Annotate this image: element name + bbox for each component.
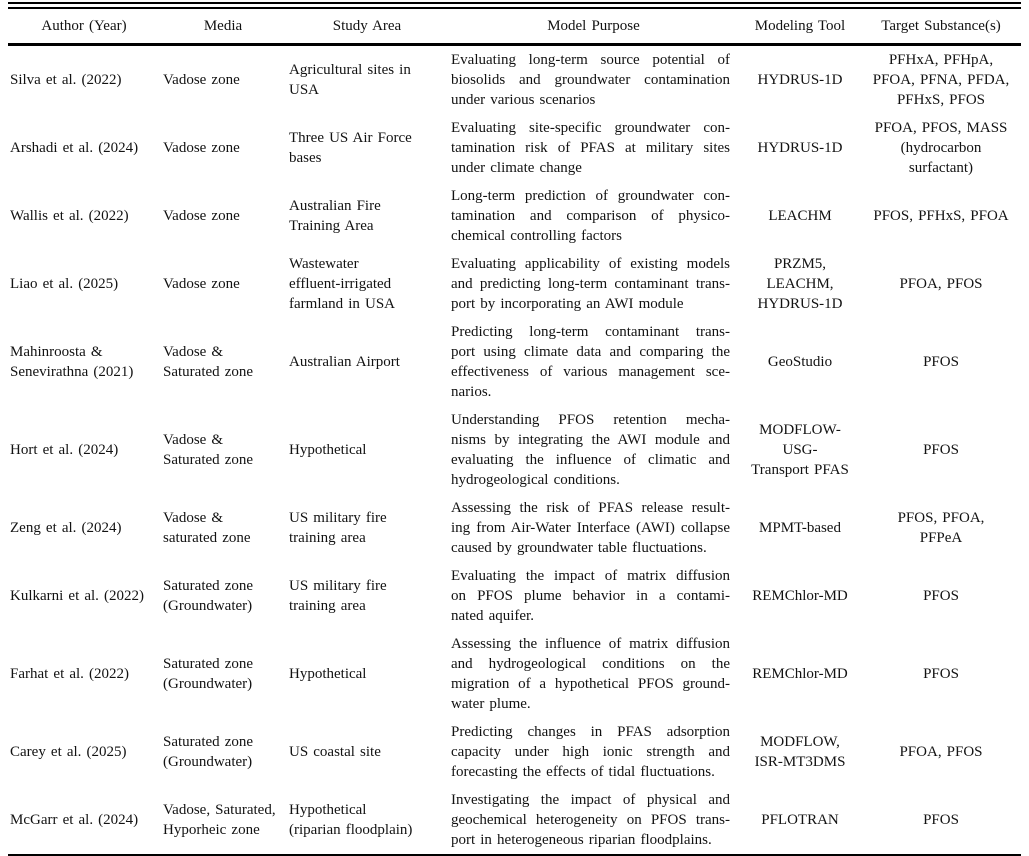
- cell-text-line: port using climate data and comparing the: [451, 344, 730, 360]
- cell-text-line: Australian Fire: [289, 198, 381, 214]
- cell-text-line: evaluating the influence of climatic and: [451, 452, 730, 468]
- cell-media: [160, 630, 286, 718]
- cell-text-line: PFOS: [923, 666, 959, 682]
- cell-text-line: PFOS: [923, 588, 959, 604]
- cell-text-line: PFHxS, PFOS: [896, 92, 986, 108]
- cell-model-purpose: [448, 318, 739, 406]
- cell-modeling-tool: [739, 318, 861, 406]
- cell-model-purpose: [448, 182, 739, 250]
- table-row: [8, 406, 1021, 494]
- cell-target-substances: [861, 494, 1021, 562]
- cell-text-line: (Groundwater): [163, 598, 253, 614]
- cell-text-line: Evaluating site-specific groundwater con-: [451, 120, 730, 136]
- cell-text-line: LEACHM,: [766, 276, 834, 292]
- cell-text-line: Vadose zone: [163, 140, 240, 156]
- cell-text-line: US coastal site: [289, 744, 381, 760]
- table-row: [8, 318, 1021, 406]
- cell-modeling-tool: [739, 250, 861, 318]
- cell-text-line: effectiveness of various management sce-: [451, 364, 730, 380]
- cell-study-area: [286, 182, 448, 250]
- cell-study-area: [286, 318, 448, 406]
- cell-target-substances: [861, 250, 1021, 318]
- cell-text-line: USA: [289, 82, 320, 98]
- cell-text-line: LEACHM: [768, 208, 832, 224]
- cell-model-purpose: [448, 718, 739, 786]
- col-header-modeling-tool: Modeling Tool: [739, 6, 861, 45]
- cell-text-line: Saturated zone: [163, 452, 254, 468]
- cell-text-line: narios.: [451, 384, 492, 400]
- cell-model-purpose: [448, 562, 739, 630]
- cell-target-substances: [861, 406, 1021, 494]
- cell-text-line: GeoStudio: [767, 354, 833, 370]
- cell-text-line: Kulkarni et al. (2022): [10, 588, 145, 604]
- cell-text-line: Training Area: [289, 218, 374, 234]
- cell-text-line: MPMT-based: [759, 520, 841, 536]
- cell-text-line: capacity under high ionic strength and: [451, 744, 730, 760]
- cell-target-substances: [861, 718, 1021, 786]
- cell-study-area: [286, 718, 448, 786]
- cell-author-year: [8, 250, 160, 318]
- cell-media: [160, 786, 286, 856]
- cell-modeling-tool: [739, 406, 861, 494]
- table-body: [8, 45, 1021, 856]
- cell-text-line: PFOA, PFOS: [899, 744, 983, 760]
- cell-author-year: [8, 406, 160, 494]
- cell-text-line: Saturated zone: [163, 656, 254, 672]
- cell-study-area: [286, 786, 448, 856]
- cell-author-year: [8, 630, 160, 718]
- cell-media: [160, 406, 286, 494]
- cell-study-area: [286, 494, 448, 562]
- cell-text-line: Liao et al. (2025): [10, 276, 119, 292]
- cell-text-line: (Groundwater): [163, 676, 253, 692]
- cell-text-line: Evaluating long-term source potential of: [451, 52, 730, 68]
- cell-text-line: and hydrogeological conditions on the: [451, 656, 730, 672]
- cell-text-line: ing from Air-Water Interface (AWI) collapse: [451, 520, 730, 536]
- cell-text-line: Australian Airport: [289, 354, 400, 370]
- table-row: [8, 494, 1021, 562]
- cell-model-purpose: [448, 494, 739, 562]
- cell-text-line: ISR-MT3DMS: [754, 754, 846, 770]
- cell-text-line: (hydrocarbon: [900, 140, 982, 156]
- cell-study-area: [286, 630, 448, 718]
- cell-text-line: Zeng et al. (2024): [10, 520, 122, 536]
- cell-text-line: Arshadi et al. (2024): [10, 140, 139, 156]
- cell-media: [160, 494, 286, 562]
- cell-media: [160, 562, 286, 630]
- cell-text-line: saturated zone: [163, 530, 251, 546]
- col-header-author-year: Author (Year): [8, 6, 160, 45]
- col-header-study-area: Study Area: [286, 6, 448, 45]
- cell-text-line: Saturated zone: [163, 734, 254, 750]
- cell-text-line: training area: [289, 530, 366, 546]
- cell-text-line: water plume.: [451, 696, 531, 712]
- cell-text-line: REMChlor-MD: [752, 666, 848, 682]
- cell-text-line: port by incorporating an AWI module: [451, 296, 684, 312]
- table-row: [8, 250, 1021, 318]
- cell-text-line: hydrogeological conditions.: [451, 472, 620, 488]
- cell-text-line: Vadose zone: [163, 72, 240, 88]
- table-row: [8, 630, 1021, 718]
- cell-text-line: Evaluating the impact of matrix diffusion: [451, 568, 730, 584]
- cell-text-line: PFLOTRAN: [761, 812, 839, 828]
- cell-target-substances: [861, 182, 1021, 250]
- cell-text-line: Predicting changes in PFAS adsorption: [451, 724, 730, 740]
- cell-author-year: [8, 786, 160, 856]
- cell-target-substances: [861, 114, 1021, 182]
- cell-modeling-tool: [739, 494, 861, 562]
- cell-text-line: (riparian floodplain): [289, 822, 413, 838]
- cell-target-substances: [861, 318, 1021, 406]
- cell-study-area: [286, 250, 448, 318]
- cell-text-line: caused by groundwater table fluctuations.: [451, 540, 707, 556]
- cell-modeling-tool: [739, 562, 861, 630]
- cell-text-line: farmland in USA: [289, 296, 396, 312]
- cell-modeling-tool: [739, 718, 861, 786]
- cell-text-line: Silva et al. (2022): [10, 72, 122, 88]
- cell-modeling-tool: [739, 114, 861, 182]
- cell-media: [160, 318, 286, 406]
- cell-text-line: PFOA, PFOS, MASS: [874, 120, 1008, 136]
- col-header-media: Media: [160, 6, 286, 45]
- cell-text-line: Saturated zone: [163, 578, 254, 594]
- cell-text-line: Vadose, Saturated,: [163, 802, 276, 818]
- cell-text-line: PFOS: [923, 354, 959, 370]
- cell-modeling-tool: [739, 630, 861, 718]
- cell-target-substances: [861, 45, 1021, 115]
- cell-text-line: HYDRUS-1D: [757, 72, 843, 88]
- cell-text-line: Carey et al. (2025): [10, 744, 127, 760]
- cell-text-line: forecasting the effects of tidal fluctuations.: [451, 764, 715, 780]
- cell-text-line: McGarr et al. (2024): [10, 812, 139, 828]
- col-header-target-substances: Target Substance(s): [861, 6, 1021, 45]
- cell-text-line: on PFOS plume behavior in a contami-: [451, 588, 730, 604]
- cell-text-line: Vadose &: [163, 510, 224, 526]
- cell-author-year: [8, 494, 160, 562]
- cell-study-area: [286, 406, 448, 494]
- cell-text-line: and predicting long-term contaminant trans-: [451, 276, 730, 292]
- col-header-model-purpose: Model Purpose: [448, 6, 739, 45]
- cell-text-line: Farhat et al. (2022): [10, 666, 130, 682]
- cell-text-line: Saturated zone: [163, 364, 254, 380]
- cell-target-substances: [861, 786, 1021, 856]
- cell-text-line: bases: [289, 150, 322, 166]
- cell-text-line: MODFLOW,: [760, 734, 840, 750]
- cell-text-line: PRZM5,: [773, 256, 827, 272]
- cell-text-line: under various scenarios: [451, 92, 596, 108]
- table-row: [8, 786, 1021, 856]
- cell-author-year: [8, 718, 160, 786]
- cell-text-line: PFPeA: [919, 530, 963, 546]
- literature-review-table: [8, 2, 1021, 856]
- cell-text-line: Hypothetical: [289, 442, 367, 458]
- cell-text-line: HYDRUS-1D: [757, 296, 843, 312]
- cell-text-line: Vadose &: [163, 344, 224, 360]
- cell-text-line: PFOS: [923, 812, 959, 828]
- cell-study-area: [286, 562, 448, 630]
- cell-text-line: geochemical heterogeneity on PFOS trans-: [451, 812, 730, 828]
- cell-media: [160, 45, 286, 115]
- cell-text-line: Hyporheic zone: [163, 822, 260, 838]
- cell-text-line: Agricultural sites in: [289, 62, 411, 78]
- cell-text-line: Wastewater: [289, 256, 359, 272]
- cell-modeling-tool: [739, 786, 861, 856]
- cell-target-substances: [861, 562, 1021, 630]
- cell-text-line: PFOA, PFNA, PFDA,: [872, 72, 1010, 88]
- table-row: [8, 45, 1021, 115]
- cell-text-line: Assessing the risk of PFAS release result-: [451, 500, 730, 516]
- cell-media: [160, 182, 286, 250]
- cell-modeling-tool: [739, 45, 861, 115]
- cell-text-line: PFHxA, PFHpA,: [888, 52, 994, 68]
- cell-text-line: port in heterogeneous riparian floodplains.: [451, 832, 712, 848]
- cell-text-line: Hort et al. (2024): [10, 442, 119, 458]
- cell-text-line: Hypothetical: [289, 666, 367, 682]
- cell-text-line: Wallis et al. (2022): [10, 208, 129, 224]
- cell-text-line: Vadose zone: [163, 276, 240, 292]
- cell-model-purpose: [448, 114, 739, 182]
- cell-author-year: [8, 182, 160, 250]
- cell-text-line: migration of a hypothetical PFOS ground-: [451, 676, 730, 692]
- cell-model-purpose: [448, 630, 739, 718]
- cell-text-line: PFOS: [923, 442, 959, 458]
- cell-study-area: [286, 45, 448, 115]
- cell-text-line: Assessing the influence of matrix diffusion: [451, 636, 730, 652]
- cell-author-year: [8, 45, 160, 115]
- cell-text-line: PFOS, PFHxS, PFOA: [873, 208, 1009, 224]
- cell-model-purpose: [448, 45, 739, 115]
- cell-text-line: Vadose zone: [163, 208, 240, 224]
- table-row: [8, 182, 1021, 250]
- cell-media: [160, 718, 286, 786]
- cell-text-line: tamination and comparison of physico-: [451, 208, 730, 224]
- cell-model-purpose: [448, 250, 739, 318]
- cell-text-line: nisms by integrating the AWI module and: [451, 432, 730, 448]
- cell-text-line: effluent-irrigated: [289, 276, 392, 292]
- cell-target-substances: [861, 630, 1021, 718]
- table-row: [8, 114, 1021, 182]
- cell-text-line: surfactant): [908, 160, 974, 176]
- cell-text-line: PFOS, PFOA,: [897, 510, 985, 526]
- cell-text-line: training area: [289, 598, 366, 614]
- cell-author-year: [8, 114, 160, 182]
- cell-media: [160, 114, 286, 182]
- cell-text-line: (Groundwater): [163, 754, 253, 770]
- cell-study-area: [286, 114, 448, 182]
- cell-media: [160, 250, 286, 318]
- cell-text-line: Three US Air Force: [289, 130, 412, 146]
- cell-text-line: US military fire: [289, 578, 387, 594]
- cell-model-purpose: [448, 406, 739, 494]
- cell-text-line: Senevirathna (2021): [10, 364, 134, 380]
- cell-text-line: Evaluating applicability of existing models: [451, 256, 730, 272]
- table-row: [8, 562, 1021, 630]
- cell-text-line: Hypothetical: [289, 802, 367, 818]
- cell-text-line: Vadose &: [163, 432, 224, 448]
- cell-text-line: REMChlor-MD: [752, 588, 848, 604]
- header-row: [8, 6, 1021, 45]
- cell-author-year: [8, 562, 160, 630]
- cell-text-line: tamination risk of PFAS at military sites: [451, 140, 730, 156]
- cell-text-line: chemical controlling factors: [451, 228, 622, 244]
- cell-text-line: Transport PFAS: [751, 462, 849, 478]
- cell-model-purpose: [448, 786, 739, 856]
- cell-text-line: PFOA, PFOS: [899, 276, 983, 292]
- cell-text-line: US military fire: [289, 510, 387, 526]
- cell-text-line: Investigating the impact of physical and: [451, 792, 730, 808]
- cell-author-year: [8, 318, 160, 406]
- cell-text-line: HYDRUS-1D: [757, 140, 843, 156]
- cell-text-line: biosolids and groundwater contamination: [451, 72, 730, 88]
- cell-text-line: Predicting long-term contaminant trans-: [451, 324, 730, 340]
- cell-text-line: Mahinroosta &: [10, 344, 103, 360]
- cell-text-line: MODFLOW-USG-: [759, 422, 841, 458]
- table-row: [8, 718, 1021, 786]
- cell-text-line: under climate change: [451, 160, 582, 176]
- cell-text-line: nated aquifer.: [451, 608, 534, 624]
- cell-text-line: Long-term prediction of groundwater con-: [451, 188, 730, 204]
- cell-text-line: Understanding PFOS retention mecha-: [451, 412, 730, 428]
- cell-modeling-tool: [739, 182, 861, 250]
